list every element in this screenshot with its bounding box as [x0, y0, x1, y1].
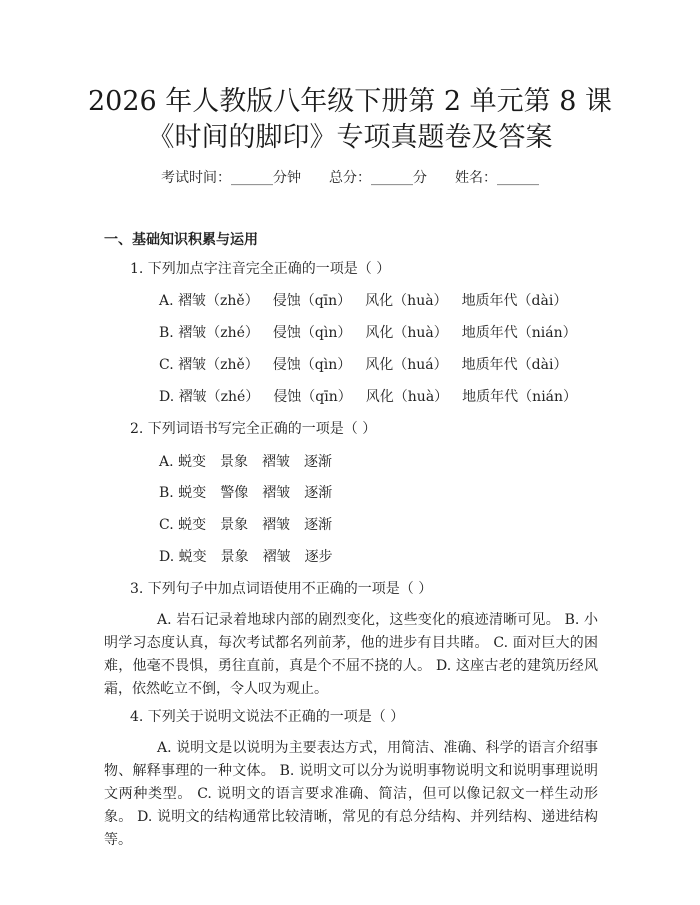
option-cell: 侵蚀（qīn）: [273, 389, 352, 405]
question-1-option-b: [159, 323, 591, 343]
option-cell: 侵蚀（qīn）: [272, 293, 352, 309]
question-2-option-b: B. 蜕变 警像 褶皱 逐渐: [159, 485, 333, 501]
option-cell: 风化（huà）: [365, 325, 448, 341]
student-name: 姓名：______: [455, 170, 539, 186]
option-cell: A. 褶皱（zhě）: [159, 293, 259, 309]
option-cell: 地质年代（dài）: [461, 293, 568, 309]
question-1-stem: 1. 下列加点字注音完全正确的一项是（ ）: [130, 261, 391, 277]
option-cell: 侵蚀（qìn）: [272, 325, 352, 341]
option-cell: B. 褶皱（zhé）: [159, 325, 259, 341]
option-cell: 风化（huà）: [365, 293, 448, 309]
question-4-stem: 4. 下列关于说明文说法不正确的一项是（ ）: [130, 709, 405, 725]
question-1-option-a: [159, 291, 581, 311]
question-1-option-d: [159, 387, 591, 407]
option-cell: 地质年代（dài）: [461, 357, 568, 373]
title-line-1: 2026 年人教版八年级下册第 2 单元第 8 课: [88, 86, 612, 117]
title-line-2: 《时间的脚印》专项真题卷及答案: [147, 122, 553, 153]
question-3-stem: 3. 下列句子中加点词语使用不正确的一项是（ ）: [130, 581, 433, 597]
option-cell: 地质年代（nián）: [461, 325, 577, 341]
question-2-option-d: D. 蜕变 景象 褶皱 逐步: [159, 549, 333, 565]
option-cell: 风化（huá）: [365, 357, 448, 373]
question-2-option-a: A. 蜕变 景象 褶皱 逐渐: [159, 454, 333, 470]
option-cell: 地质年代（nián）: [462, 389, 578, 405]
option-cell: C. 褶皱（zhě）: [159, 357, 259, 373]
question-2-stem: 2. 下列词语书写完全正确的一项是（ ）: [130, 421, 377, 437]
section-heading: 一、基础知识积累与运用: [104, 232, 258, 248]
option-cell: 风化（huà）: [365, 389, 449, 405]
option-cell: 侵蚀（qìn）: [272, 357, 352, 373]
exam-time: 考试时间：______分钟: [161, 170, 301, 186]
question-3-options: A. 岩石记录着地球内部的剧烈变化，这些变化的痕迹清晰可见。 B. 小明学习态度认真，每次考试都名列前茅，他的进步有目共睹。 C. 面对巨大的困难，他毫不畏惧，勇往直前，真是个不屈不挠的人。 D. 这座古老的建筑历经风霜，依然屹立不倒，令人叹为观止。: [104, 612, 598, 697]
option-cell: D. 褶皱（zhé）: [159, 389, 260, 405]
question-1-option-c: [159, 355, 581, 375]
total-score: 总分：______分: [329, 170, 427, 186]
exam-meta: [0, 168, 700, 188]
question-4-options: A. 说明文是以说明为主要表达方式，用简洁、准确、科学的语言介绍事物、解释事理的一种文体。 B. 说明文可以分为说明事物说明文和说明事理说明文两种类型。 C. 说明文的语言要求准确、简洁，但可以像记叙文一样生动形象。 D. 说明文的结构通常比较清晰，常见的有总分结构、并列结构、递进结构等。: [104, 740, 598, 848]
question-2-option-c: C. 蜕变 景象 褶皱 逐渐: [159, 517, 333, 533]
